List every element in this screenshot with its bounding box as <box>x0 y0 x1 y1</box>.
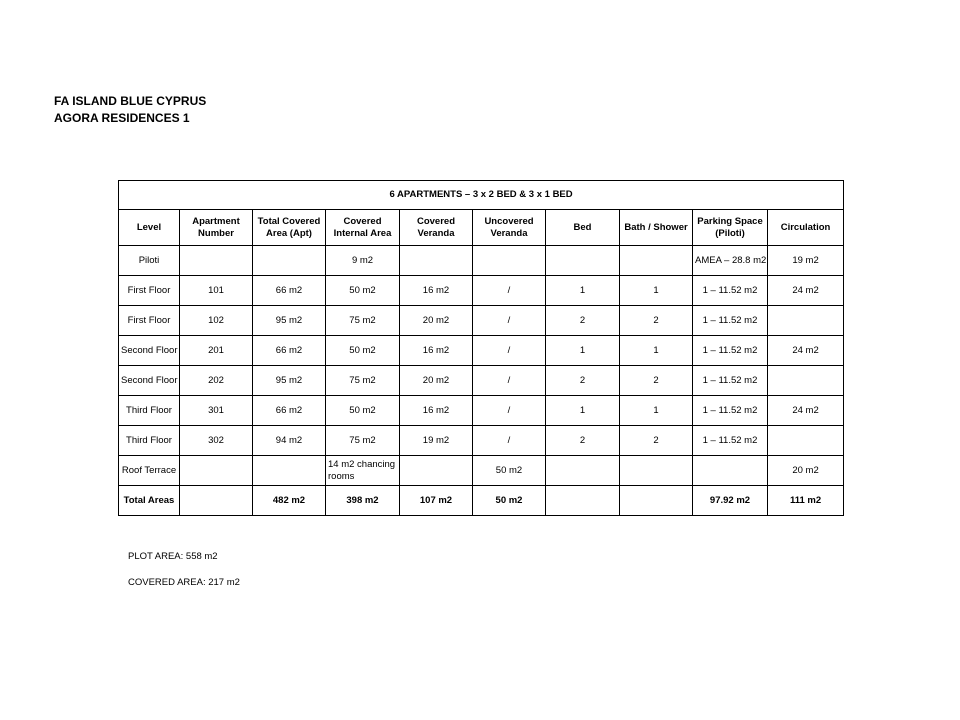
table-row <box>119 246 844 276</box>
table-cell <box>400 456 473 486</box>
table-cell: 201 <box>180 336 253 366</box>
table-cell: 50 m2 <box>326 336 400 366</box>
table-cell: 1 <box>620 336 693 366</box>
table-cell: 16 m2 <box>400 396 473 426</box>
table-cell <box>768 426 844 456</box>
table-cell: 1 <box>546 336 620 366</box>
table-row <box>119 426 844 456</box>
table-cell <box>546 246 620 276</box>
table-cell: Third Floor <box>119 426 180 456</box>
table-cell: 1 – 11.52 m2 <box>693 336 768 366</box>
table-cell: 75 m2 <box>326 426 400 456</box>
table-cell: First Floor <box>119 306 180 336</box>
table-cell: 482 m2 <box>253 486 326 516</box>
table-cell <box>253 456 326 486</box>
column-header: Circulation <box>768 210 844 246</box>
table-cell: Roof Terrace <box>119 456 180 486</box>
table-cell: 75 m2 <box>326 366 400 396</box>
column-header: Level <box>119 210 180 246</box>
table-cell <box>180 246 253 276</box>
table-row <box>119 336 844 366</box>
table-row <box>119 276 844 306</box>
table-cell: 2 <box>546 366 620 396</box>
company-title: FA ISLAND BLUE CYPRUS <box>54 94 207 108</box>
table-cell: 1 – 11.52 m2 <box>693 306 768 336</box>
table-cell <box>620 246 693 276</box>
column-header: Covered Internal Area <box>326 210 400 246</box>
table-cell: 398 m2 <box>326 486 400 516</box>
table-cell: 97.92 m2 <box>693 486 768 516</box>
table-cell: 1 – 11.52 m2 <box>693 396 768 426</box>
column-header: Bath / Shower <box>620 210 693 246</box>
table-cell: 1 <box>620 276 693 306</box>
table-cell: AMEA – 28.8 m2 <box>693 246 768 276</box>
table-cell: 16 m2 <box>400 336 473 366</box>
table-cell: 107 m2 <box>400 486 473 516</box>
table-cell: 20 m2 <box>768 456 844 486</box>
project-title: AGORA RESIDENCES 1 <box>54 111 190 125</box>
table-cell <box>620 486 693 516</box>
table-cell: 1 <box>620 396 693 426</box>
table-cell: 2 <box>620 366 693 396</box>
table-cell: 2 <box>620 426 693 456</box>
table-cell <box>253 246 326 276</box>
table-cell: 2 <box>620 306 693 336</box>
table-cell: 2 <box>546 306 620 336</box>
table-cell: 202 <box>180 366 253 396</box>
table-cell: 1 – 11.52 m2 <box>693 366 768 396</box>
table-cell: 14 m2 chancing rooms <box>326 456 400 486</box>
table-row <box>119 366 844 396</box>
table-cell <box>400 246 473 276</box>
totals-row <box>119 486 844 516</box>
table-cell <box>180 456 253 486</box>
table-cell: 50 m2 <box>326 276 400 306</box>
table-cell <box>546 456 620 486</box>
column-header: Apartment Number <box>180 210 253 246</box>
table-cell: 66 m2 <box>253 396 326 426</box>
table-cell: 94 m2 <box>253 426 326 456</box>
table-cell: 50 m2 <box>473 456 546 486</box>
table-cell <box>180 486 253 516</box>
table-cell: First Floor <box>119 276 180 306</box>
area-notes <box>128 551 240 603</box>
column-header: Covered Veranda <box>400 210 473 246</box>
table-cell: 301 <box>180 396 253 426</box>
table-cell: / <box>473 366 546 396</box>
table-cell: 66 m2 <box>253 336 326 366</box>
table-cell: 19 m2 <box>768 246 844 276</box>
table-row <box>119 306 844 336</box>
table-cell: 302 <box>180 426 253 456</box>
table-cell: 50 m2 <box>326 396 400 426</box>
table-cell: 101 <box>180 276 253 306</box>
column-header: Bed <box>546 210 620 246</box>
table-cell: Piloti <box>119 246 180 276</box>
table-cell <box>546 486 620 516</box>
table-cell: 1 – 11.52 m2 <box>693 426 768 456</box>
table-cell: 95 m2 <box>253 306 326 336</box>
table-cell: 20 m2 <box>400 306 473 336</box>
table-cell <box>768 306 844 336</box>
table-cell: 9 m2 <box>326 246 400 276</box>
table-cell: 24 m2 <box>768 276 844 306</box>
column-header: Parking Space (Piloti) <box>693 210 768 246</box>
table-cell: 1 <box>546 396 620 426</box>
table-cell: 24 m2 <box>768 396 844 426</box>
table-cell: 102 <box>180 306 253 336</box>
table-cell: 1 <box>546 276 620 306</box>
table-row <box>119 396 844 426</box>
table-cell: 19 m2 <box>400 426 473 456</box>
table-cell: 111 m2 <box>768 486 844 516</box>
table-cell: 2 <box>546 426 620 456</box>
table-cell <box>473 246 546 276</box>
table-cell: / <box>473 276 546 306</box>
table-cell <box>768 366 844 396</box>
table-cell: Second Floor <box>119 366 180 396</box>
table-cell: 16 m2 <box>400 276 473 306</box>
table-cell: / <box>473 306 546 336</box>
table-row <box>119 456 844 486</box>
table-cell: Third Floor <box>119 396 180 426</box>
table-cell: / <box>473 426 546 456</box>
table-cell: 20 m2 <box>400 366 473 396</box>
table-caption: 6 APARTMENTS – 3 x 2 BED & 3 x 1 BED <box>119 181 844 210</box>
table-cell <box>693 456 768 486</box>
document-heading <box>54 93 206 127</box>
table-cell: 50 m2 <box>473 486 546 516</box>
table-cell: 66 m2 <box>253 276 326 306</box>
table-cell: 95 m2 <box>253 366 326 396</box>
table-cell: Second Floor <box>119 336 180 366</box>
table-cell: 75 m2 <box>326 306 400 336</box>
column-header: Uncovered Veranda <box>473 210 546 246</box>
table-cell: 24 m2 <box>768 336 844 366</box>
table-cell: / <box>473 396 546 426</box>
table-cell: / <box>473 336 546 366</box>
header-row <box>119 210 844 246</box>
column-header: Total Covered Area (Apt) <box>253 210 326 246</box>
table-cell <box>620 456 693 486</box>
apartment-areas-table <box>118 180 844 516</box>
table-cell: 1 – 11.52 m2 <box>693 276 768 306</box>
table-cell: Total Areas <box>119 486 180 516</box>
plot-area-note: PLOT AREA: 558 m2 <box>128 551 218 562</box>
covered-area-note: COVERED AREA: 217 m2 <box>128 577 240 588</box>
